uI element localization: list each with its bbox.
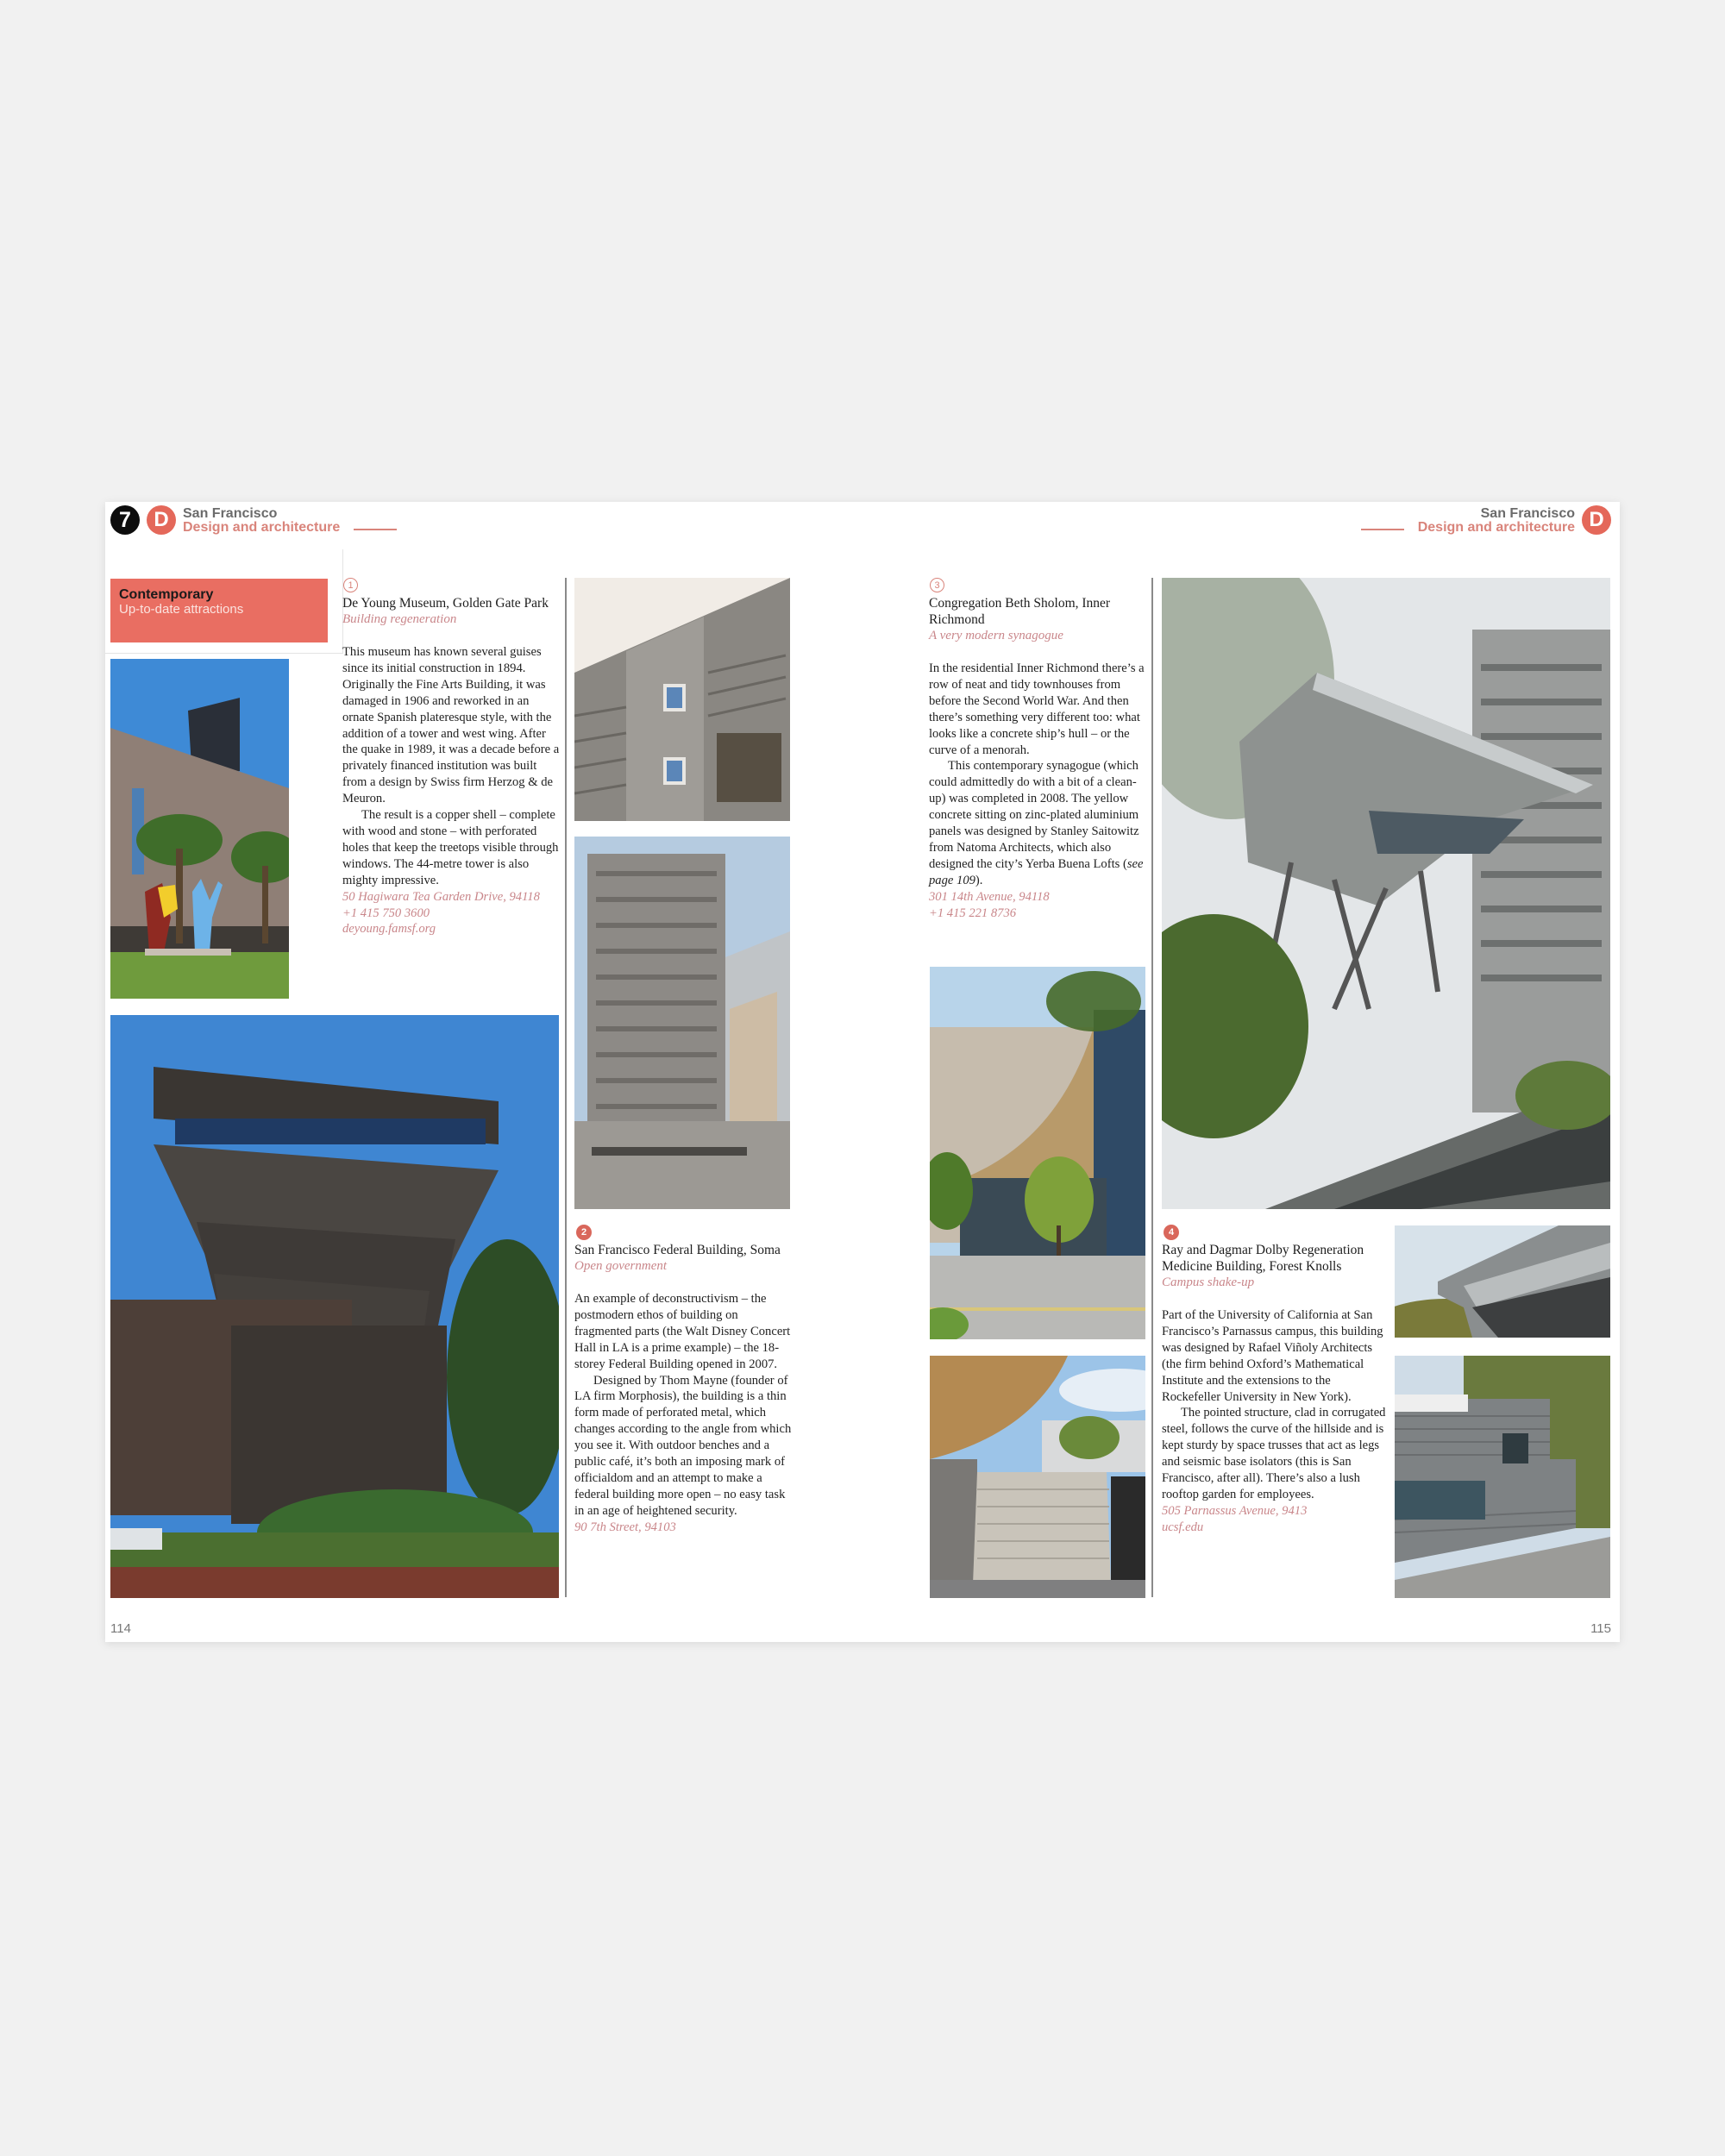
entry-4 [1162,1242,1388,1536]
page-reference: see page 109 [929,856,1144,887]
column-divider [565,578,567,1597]
entry-tagline: Campus shake-up [1162,1275,1255,1289]
category-title: Contemporary [119,587,214,602]
category-subtitle: Up-to-date attractions [119,602,244,617]
entry-phone[interactable]: +1 415 750 3600 [342,906,430,920]
de-young-museum-sculpture-photo [110,659,289,999]
entry-title: Congregation Beth Sholom, Inner Richmond [929,596,1111,627]
entry-2 [574,1242,794,1536]
chapter-number-badge: 7 [110,505,140,535]
entry-paragraph-2 [929,758,1153,888]
entry-body [929,661,1153,889]
entry-3 [929,595,1153,922]
entry-paragraph-1: An example of deconstructivism – the postmodern ethos of building on fragmented parts (the Walt Disney Concert Hall in LA is a prime example) – the 18-storey Federal Building opened in 2007. [574,1292,791,1371]
entry-address: 505 Parnassus Avenue, 9413 [1162,1503,1308,1518]
header-rule-right [1361,529,1404,530]
entry-number-1: 1 [343,578,358,592]
magazine-spread [105,502,1620,1642]
entry-paragraph-1: In the residential Inner Richmond there’s a row of neat and tidy townhouses from before the Second World War. And then there’s something very different too: what looks like a concrete ship’s hull – or the curve of a menorah. [929,661,1145,757]
page-number-left: 114 [110,1621,131,1636]
header-section: Design and architecture [183,520,341,535]
column-divider-right [1151,578,1153,1597]
entry-body [1162,1307,1388,1503]
entry-paragraph-2: The result is a copper shell – complete with wood and stone – with perforated holes that keep the treetops visible through windows. The 44-metre tower is also mighty impressive. [342,808,559,887]
header-city: San Francisco [183,506,278,521]
header-city-right: San Francisco [1480,506,1575,521]
paragraph-text: This contemporary synagogue (which could admittedly do with a bit of a clean-up) was completed in 2008. The yellow concrete sitting on zinc-plated aluminium panels was designed by Stanley Saitowitz from Natoma Architects, which also designed the city’s Yerba Buena Lofts ( [929,759,1139,871]
federal-building-facade-photo [574,578,790,821]
header-section-right: Design and architecture [1417,520,1575,535]
page-number-right: 115 [1590,1621,1611,1636]
entry-phone[interactable]: +1 415 221 8736 [929,906,1017,920]
entry-body [342,644,562,889]
entry-paragraph-1: This museum has known several guises since its initial construction in 1894. Originally the Fine Arts Building, it was damaged in 1906 and reworked in an ornate Spanish plateresque style, with the addition of a tower and west wing. After the quake in 1989, it was a decade before a privately financed institution was built from a design by Swiss firm Herzog & de Meuron. [342,645,560,806]
entry-number-3: 3 [930,578,944,592]
entry-address: 50 Hagiwara Tea Garden Drive, 94118 [342,889,540,904]
entry-paragraph-2: Designed by Thom Mayne (founder of LA firm Morphosis), the building is a thin form made of perforated metal, which changes according to the angle from which you see it. With outdoor benches and a public café, it’s both an imposing mark of officialdom and an attempt to make a federal building more open – no easy task in an age of heightened security. [574,1373,792,1518]
entry-tagline: Open government [574,1259,668,1273]
paragraph-text: ). [975,873,983,887]
entry-address: 90 7th Street, 94103 [574,1520,676,1534]
entry-number-2: 2 [576,1225,592,1240]
de-young-tower-photo [110,1015,559,1598]
dolby-building-cantilever-photo [1395,1225,1610,1338]
entry-website-link[interactable]: deyoung.famsf.org [342,922,436,937]
section-letter-badge: D [147,505,176,535]
federal-building-tower-photo [574,837,790,1209]
category-box [110,579,328,642]
entry-website-link[interactable]: ucsf.edu [1162,1520,1204,1534]
entry-address: 301 14th Avenue, 94118 [929,889,1050,904]
synagogue-curve-photo [930,967,1145,1339]
dolby-building-side-photo [1395,1356,1610,1598]
entry-title: Ray and Dagmar Dolby Regeneration Medicine Building, Forest Knolls [1162,1243,1364,1274]
entry-tagline: A very modern synagogue [929,629,1063,642]
entry-body [574,1291,794,1520]
synagogue-stairs-photo [930,1356,1145,1598]
section-letter-badge-right: D [1582,505,1611,535]
entry-1 [342,595,562,937]
entry-title: De Young Museum, Golden Gate Park [342,596,549,611]
header-rule [354,529,397,530]
entry-title: San Francisco Federal Building, Soma [574,1243,781,1257]
dolby-building-main-photo [1162,578,1610,1209]
entry-number-4: 4 [1164,1225,1179,1240]
entry-tagline: Building regeneration [342,612,457,626]
entry-paragraph-2: The pointed structure, clad in corrugated steel, follows the curve of the hillside and is kept sturdy by space trusses that act as legs and seismic base isolators (this is San Francisco, after all). There’s also a lush rooftop garden for employees. [1162,1406,1386,1501]
entry-paragraph-1: Part of the University of California at San Francisco’s Parnassus campus, this building was designed by Rafael Viñoly Architects (the firm behind Oxford’s Mathematical Institute and the extensions to the Rockefeller University in New York). [1162,1308,1383,1404]
